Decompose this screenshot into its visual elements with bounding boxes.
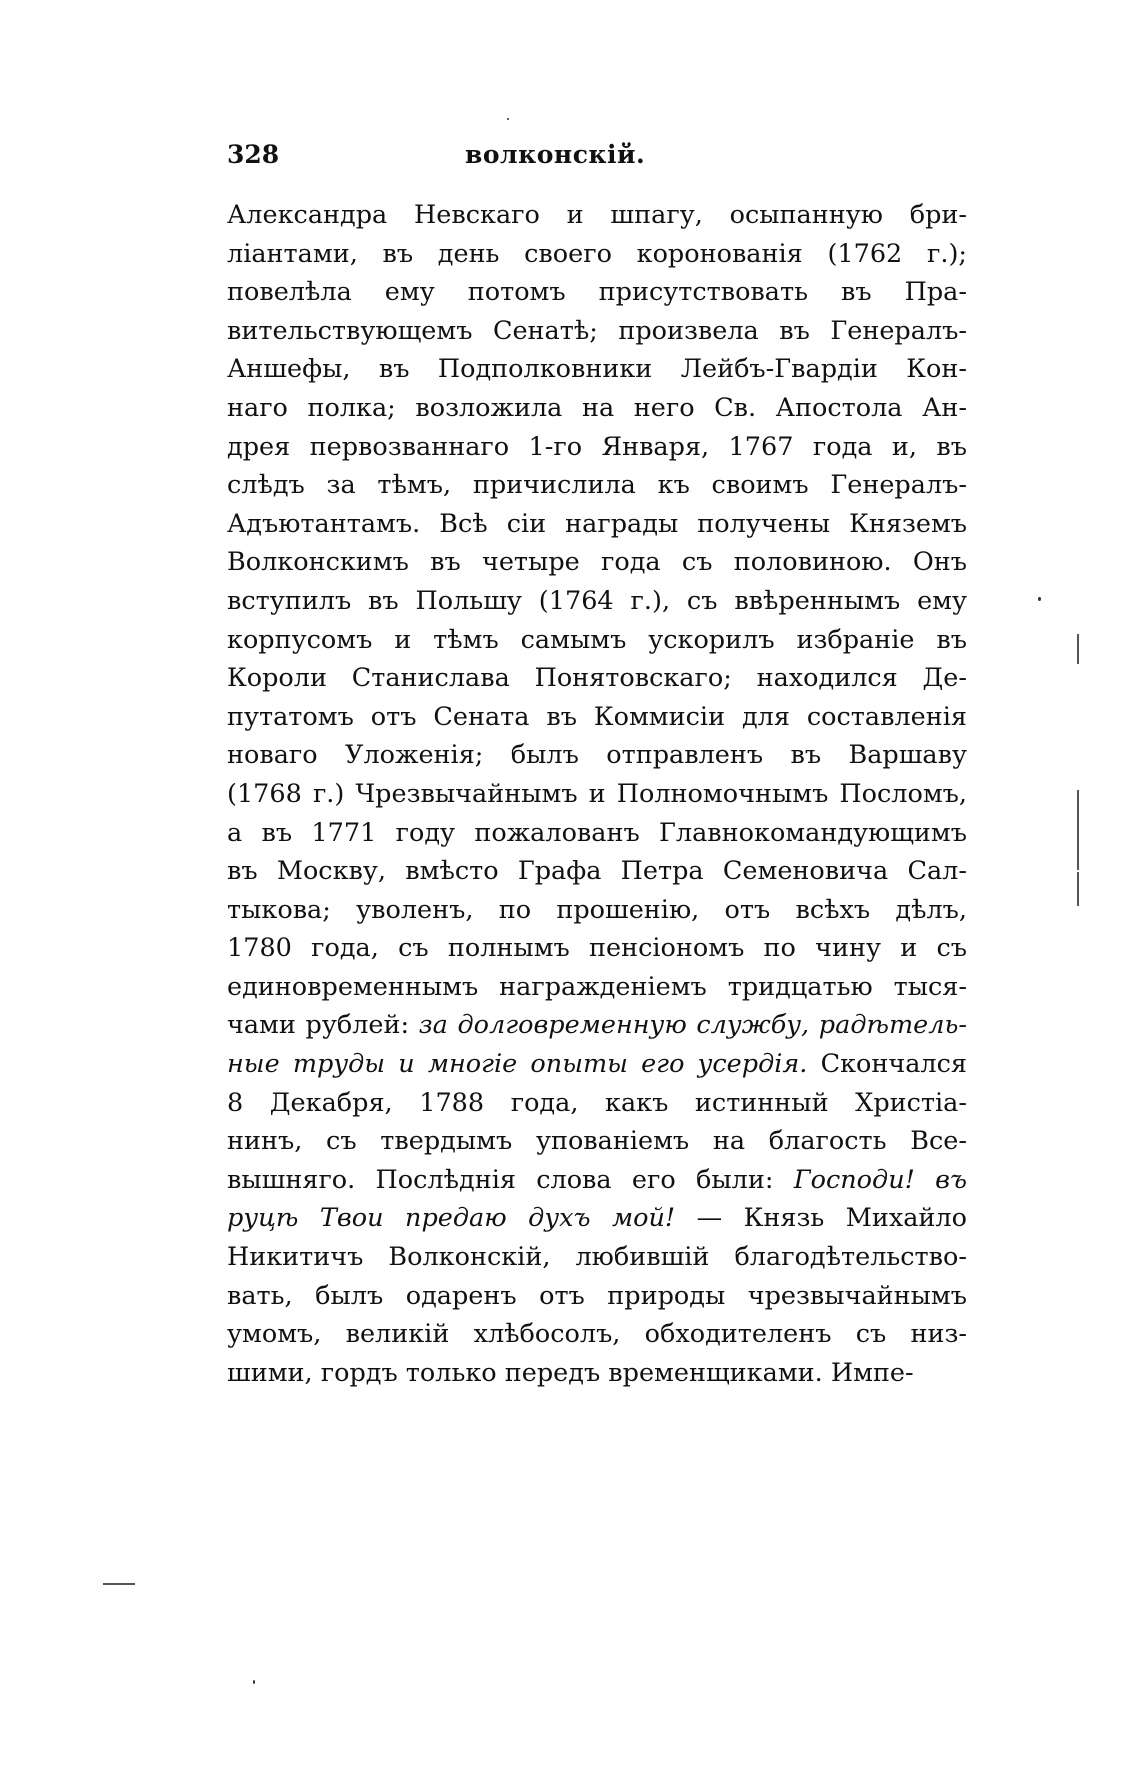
text-line: новаго Уложенія; былъ отправленъ въ Варшаву: [227, 740, 967, 771]
text-line: въ Москву, вмѣсто Графа Петра Семеновича Сал-: [227, 856, 967, 887]
text-line: Волконскимъ въ четыре года съ половиною. Онъ: [227, 547, 967, 578]
text-line: 8 Декабря, 1788 года, какъ истинный Христіа-: [227, 1087, 967, 1118]
page-number: 328: [227, 140, 280, 169]
plain-fragment: чами рублей:: [227, 1010, 419, 1041]
text-line: путатомъ отъ Сената въ Коммисіи для составленія: [227, 701, 967, 732]
text-line: вительствующемъ Сенатѣ; произвела въ Генералъ-: [227, 315, 967, 346]
text-line: Александра Невскаго и шпагу, осыпанную бри-: [227, 200, 967, 230]
plain-fragment: — Князь Михайло: [675, 1203, 967, 1234]
text-line: повелѣла ему потомъ присутствовать въ Пра-: [227, 277, 967, 308]
text-line: Короли Станислава Понятовскаго; находился Де-: [227, 663, 967, 694]
running-title: волконскій.: [465, 140, 646, 169]
text-line: умомъ, великій хлѣбосолъ, обходителенъ съ низ-: [227, 1319, 967, 1350]
scan-speck: [507, 118, 509, 120]
scan-margin-mark: [1077, 790, 1079, 870]
text-line-mixed: [227, 1006, 967, 1045]
text-line: 1780 года, съ полнымъ пенсіономъ по чину и съ: [227, 933, 967, 964]
scan-margin-mark: [103, 1583, 135, 1585]
italic-quote-fragment: Господи! въ: [793, 1164, 967, 1195]
text-line: а въ 1771 году пожалованъ Главнокомандующимъ: [227, 817, 967, 848]
text-line: (1768 г.) Чрезвычайнымъ и Полномочнымъ Посломъ,: [227, 778, 967, 809]
plain-fragment: Скончался: [807, 1049, 967, 1080]
text-line: вступилъ въ Польшу (1764 г.), съ ввѣреннымъ ему: [227, 585, 967, 616]
italic-quote-fragment: за долговременную службу, радѣтель-: [418, 1010, 967, 1041]
plain-fragment: вышняго. Послѣднія слова его были:: [227, 1164, 794, 1195]
text-line: единовременнымъ награжденіемъ тридцатью тыся-: [227, 971, 967, 1002]
text-line: вать, былъ одаренъ отъ природы чрезвычайнымъ: [227, 1280, 967, 1311]
text-line: шими, гордъ только передъ временщиками. Импе-: [227, 1357, 914, 1388]
text-line: ліантами, въ день своего коронованія (1762 г.);: [227, 238, 967, 269]
text-line: Никитичъ Волконскій, любившій благодѣтельство-: [227, 1242, 967, 1273]
text-line-mixed: [227, 1045, 967, 1084]
scan-margin-mark: [1077, 634, 1079, 664]
text-line: Адъютантамъ. Всѣ сіи награды получены Княземъ: [227, 508, 967, 539]
text-line: слѣдъ за тѣмъ, причислила къ своимъ Генералъ-: [227, 470, 967, 501]
text-line: дрея первозваннаго 1-го Января, 1767 года и, въ: [227, 431, 967, 462]
italic-quote-fragment: руцѣ Твои предаю духъ мой!: [227, 1203, 676, 1234]
text-line: нинъ, съ твердымъ упованіемъ на благость Все-: [227, 1126, 967, 1157]
running-head: [227, 140, 967, 180]
text-line-mixed: [227, 1161, 967, 1200]
text-line: тыкова; уволенъ, по прошенію, отъ всѣхъ дѣлъ,: [227, 894, 967, 925]
scan-speck: [1038, 597, 1041, 601]
text-line: Аншефы, въ Подполковники Лейбъ-Гвардіи Кон-: [227, 354, 967, 385]
scan-margin-mark: [1077, 872, 1079, 906]
italic-quote-fragment: ные труды и многіе опыты его усердія.: [227, 1049, 808, 1080]
text-line: корпусомъ и тѣмъ самымъ ускорилъ избраніе въ: [227, 624, 967, 655]
text-line: наго полка; возложила на него Св. Апостола Ан-: [227, 392, 967, 423]
text-line-mixed: [227, 1199, 967, 1238]
scan-speck: [253, 1680, 255, 1684]
body-text: [227, 196, 967, 1392]
